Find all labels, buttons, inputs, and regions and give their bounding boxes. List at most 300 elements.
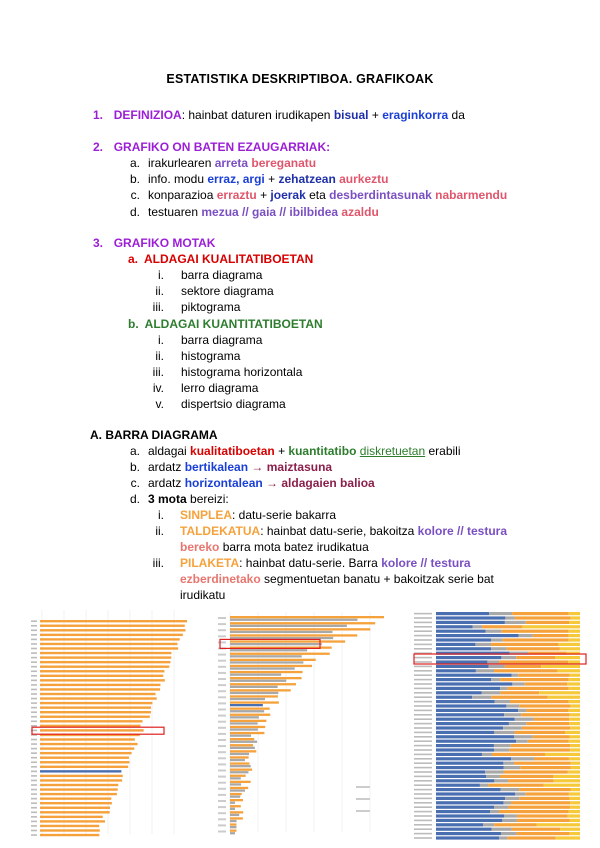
category-label bbox=[31, 812, 37, 814]
bar bbox=[40, 775, 123, 777]
stacked-bar-segment bbox=[515, 718, 534, 721]
stacked-bar-segment bbox=[436, 792, 515, 795]
bar bbox=[230, 653, 330, 655]
stacked-bar-segment bbox=[436, 682, 512, 685]
category-label bbox=[218, 770, 226, 772]
bar bbox=[230, 720, 266, 722]
stacked-bar-segment bbox=[539, 691, 580, 694]
category-label bbox=[218, 635, 226, 637]
stacked-bar-segment bbox=[570, 788, 580, 791]
bar bbox=[40, 747, 134, 749]
stacked-bar-segment bbox=[534, 757, 569, 760]
category-label bbox=[31, 752, 37, 754]
list-item bbox=[148, 333, 262, 347]
category-label bbox=[218, 788, 226, 790]
stacked-bar-segment bbox=[511, 744, 571, 747]
category-label bbox=[31, 761, 37, 763]
bar bbox=[230, 634, 357, 636]
category-label bbox=[218, 733, 226, 735]
stacked-bar-segment bbox=[512, 828, 560, 831]
stacked-bar-segment bbox=[436, 665, 489, 668]
category-label bbox=[414, 745, 432, 747]
text: : datu-serie bakarra bbox=[232, 508, 337, 522]
stacked-bar-segment bbox=[436, 696, 472, 699]
category-label bbox=[31, 757, 37, 759]
bar bbox=[230, 756, 249, 758]
stacked-bar-segment bbox=[436, 621, 505, 624]
text: ardatz bbox=[148, 460, 185, 474]
bar bbox=[40, 766, 128, 768]
keyword: TALDEKATUA bbox=[180, 524, 261, 538]
stacked-bar-segment bbox=[500, 691, 539, 694]
subsection-kuantitatiboak bbox=[128, 317, 323, 331]
bar bbox=[40, 738, 135, 740]
list-item bbox=[148, 300, 240, 314]
keyword: bisual bbox=[333, 108, 369, 122]
list-marker: c. bbox=[130, 476, 140, 490]
category-label bbox=[414, 776, 432, 778]
stacked-bar-segment bbox=[436, 722, 509, 725]
category-label bbox=[218, 690, 226, 692]
category-label bbox=[31, 693, 37, 695]
keyword: bertikalean bbox=[184, 460, 249, 474]
category-label bbox=[414, 806, 432, 808]
bar bbox=[230, 649, 307, 651]
category-label bbox=[31, 657, 37, 659]
category-label bbox=[218, 678, 226, 680]
list-marker: ii. bbox=[155, 284, 164, 298]
list-item bbox=[128, 492, 229, 506]
keyword: nabarmendu bbox=[431, 188, 508, 202]
keyword: mezua // gaia // ibilbidea bbox=[201, 205, 339, 219]
category-label bbox=[414, 771, 432, 773]
text: + bbox=[256, 188, 271, 202]
category-label bbox=[218, 776, 226, 778]
list-marker: b. bbox=[128, 317, 139, 331]
stacked-bar-segment bbox=[494, 806, 508, 809]
category-label bbox=[31, 711, 37, 713]
stacked-bar-segment bbox=[490, 810, 499, 813]
stacked-bar-segment bbox=[570, 704, 580, 707]
stacked-bar-segment bbox=[436, 731, 494, 734]
stacked-bar-segment bbox=[518, 709, 526, 712]
list-item bbox=[128, 476, 375, 490]
bar bbox=[230, 823, 236, 825]
category-label bbox=[218, 727, 226, 729]
bar bbox=[40, 802, 112, 804]
bar bbox=[40, 820, 105, 822]
category-label bbox=[414, 666, 432, 668]
category-label bbox=[218, 824, 226, 826]
stacked-bar-segment bbox=[525, 792, 569, 795]
bar bbox=[230, 771, 248, 773]
page-title: ESTATISTIKA DESKRIPTIBOA. GRAFIKOAK bbox=[166, 72, 434, 86]
stacked-bar-segment bbox=[436, 678, 491, 681]
stacked-bar-segment bbox=[569, 757, 580, 760]
stacked-bar-segment bbox=[436, 836, 499, 839]
bar bbox=[40, 816, 103, 818]
stacked-bar-segment bbox=[520, 766, 571, 769]
list-marker: c. bbox=[130, 188, 140, 202]
simple-bar-chart-thumbnail bbox=[30, 606, 190, 838]
text: segmentuetan banatu + bakoitzak serie bat bbox=[260, 572, 494, 586]
bar bbox=[40, 634, 183, 636]
category-label bbox=[218, 812, 226, 814]
stacked-bar-segment bbox=[499, 660, 568, 663]
bar bbox=[40, 834, 99, 836]
stacked-bar-segment bbox=[436, 718, 515, 721]
text: eta bbox=[305, 188, 330, 202]
bar bbox=[230, 708, 270, 710]
stacked-bar-segment bbox=[558, 643, 580, 646]
category-label bbox=[31, 721, 37, 723]
keyword: joerak bbox=[270, 188, 306, 202]
stacked-bar-segment bbox=[436, 660, 487, 663]
stacked-bar-segment bbox=[507, 836, 556, 839]
keyword: bereganatu bbox=[248, 156, 317, 170]
stacked-bar-segment bbox=[494, 779, 508, 782]
bar bbox=[230, 701, 279, 703]
list-item bbox=[148, 508, 336, 522]
keyword: desberdintasunak bbox=[329, 188, 432, 202]
bar bbox=[230, 710, 264, 712]
list-item bbox=[128, 205, 379, 219]
stacked-bar-segment bbox=[482, 625, 522, 628]
bar bbox=[40, 688, 160, 690]
bar bbox=[230, 799, 243, 801]
bar bbox=[230, 667, 295, 669]
stacked-bar-segment bbox=[555, 656, 580, 659]
stacked-bar-segment bbox=[436, 630, 486, 633]
stacked-bar-segment bbox=[568, 770, 580, 773]
list-marker: a. bbox=[129, 444, 140, 458]
category-label bbox=[414, 622, 432, 624]
category-label bbox=[31, 643, 37, 645]
category-label bbox=[218, 629, 226, 631]
category-label bbox=[218, 684, 226, 686]
stacked-bar-segment bbox=[511, 757, 534, 760]
stacked-bar-segment bbox=[436, 656, 501, 659]
stacked-bar-segment bbox=[568, 660, 580, 663]
bar bbox=[230, 732, 264, 734]
stacked-bar-segment bbox=[503, 726, 522, 729]
stacked-bar-segment bbox=[569, 700, 580, 703]
bar bbox=[230, 750, 256, 752]
bar bbox=[230, 789, 245, 791]
category-label bbox=[31, 784, 37, 786]
stacked-bar-segment bbox=[506, 704, 519, 707]
category-label bbox=[31, 739, 37, 741]
stacked-bar-segment bbox=[436, 757, 511, 760]
category-label bbox=[414, 828, 432, 830]
stacked-bar-segment bbox=[491, 647, 506, 650]
category-label bbox=[218, 654, 226, 656]
bar bbox=[40, 652, 171, 654]
text: + bbox=[274, 444, 289, 458]
stacked-bar-segment bbox=[494, 748, 509, 751]
bar bbox=[230, 759, 245, 761]
category-label bbox=[218, 739, 226, 741]
category-label bbox=[31, 802, 37, 804]
text: : hainbat datu-serie, bakoitza bbox=[260, 524, 418, 538]
stacked-bar-segment bbox=[569, 797, 580, 800]
stacked-bar-segment bbox=[508, 779, 554, 782]
section-heading: DEFINIZIOA bbox=[113, 108, 182, 122]
list-item bbox=[148, 381, 258, 395]
category-label bbox=[31, 821, 37, 823]
category-label bbox=[31, 670, 37, 672]
category-label bbox=[31, 807, 37, 809]
stacked-bar-segment bbox=[487, 660, 499, 663]
stacked-bar-segment bbox=[533, 634, 569, 637]
stacked-bar-segment bbox=[436, 766, 504, 769]
stacked-bar-segment bbox=[518, 674, 569, 677]
stacked-bar-segment bbox=[509, 722, 526, 725]
stacked-bar-segment bbox=[526, 722, 569, 725]
bar bbox=[40, 743, 138, 745]
bar bbox=[40, 829, 100, 831]
bar bbox=[230, 680, 286, 682]
stacked-bar-segment bbox=[491, 638, 503, 641]
stacked-bar-segment bbox=[486, 775, 500, 778]
text: histograma bbox=[181, 349, 241, 363]
keyword: kualitatiboetan bbox=[190, 444, 275, 458]
stacked-bar-segment bbox=[436, 740, 516, 743]
list-item bbox=[148, 397, 286, 411]
category-label bbox=[31, 675, 37, 677]
category-label bbox=[218, 709, 226, 711]
category-label bbox=[414, 798, 432, 800]
stacked-bar-segment bbox=[570, 819, 580, 822]
category-label bbox=[414, 710, 432, 712]
category-label bbox=[414, 644, 432, 646]
stacked-bar-segment bbox=[436, 700, 495, 703]
stacked-bar-segment bbox=[507, 687, 568, 690]
bar bbox=[230, 677, 302, 679]
legend-item bbox=[356, 786, 370, 788]
bar bbox=[230, 616, 384, 618]
category-label bbox=[414, 824, 432, 826]
stacked-bar-segment bbox=[505, 665, 541, 668]
keyword: kuantitatibo bbox=[288, 444, 357, 458]
stacked-bar-segment bbox=[514, 762, 571, 765]
bar bbox=[230, 777, 241, 779]
bar bbox=[40, 807, 110, 809]
stacked-bar-segment bbox=[569, 810, 580, 813]
bar bbox=[230, 817, 243, 819]
list-marker: b. bbox=[129, 172, 140, 186]
category-label bbox=[31, 680, 37, 682]
keyword: bereko bbox=[180, 540, 220, 554]
stacked-bar-segment bbox=[436, 748, 494, 751]
stacked-bar-segment bbox=[569, 792, 580, 795]
text: : hainbat datu-serie. Barra bbox=[239, 556, 382, 570]
bar bbox=[230, 793, 242, 795]
bar bbox=[230, 704, 263, 706]
section-heading: GRAFIKO ON BATEN EZAUGARRIAK: bbox=[113, 140, 331, 154]
stacked-bar-segment bbox=[436, 643, 475, 646]
stacked-bar-segment bbox=[526, 709, 568, 712]
stacked-bar-segment bbox=[436, 616, 505, 619]
category-label bbox=[31, 684, 37, 686]
stacked-bar-segment bbox=[486, 630, 502, 633]
stacked-bar-segment bbox=[500, 678, 568, 681]
bar bbox=[230, 655, 302, 657]
stacked-bar-segment bbox=[436, 832, 501, 835]
text: + bbox=[368, 108, 383, 122]
stacked-bar-segment bbox=[475, 643, 491, 646]
list-marker: b. bbox=[129, 460, 140, 474]
bar bbox=[230, 716, 259, 718]
stacked-bar-segment bbox=[569, 740, 580, 743]
bar bbox=[230, 805, 241, 807]
category-label bbox=[414, 820, 432, 822]
stacked-bar-segment bbox=[528, 740, 569, 743]
stacked-bar-segment bbox=[436, 669, 476, 672]
keyword: ezberdinetako bbox=[180, 572, 261, 586]
bar bbox=[230, 820, 237, 822]
stacked-bar-segment bbox=[436, 674, 512, 677]
stacked-bar-segment bbox=[492, 753, 545, 756]
bar bbox=[40, 697, 157, 699]
stacked-bar-segment bbox=[473, 625, 482, 628]
category-label bbox=[414, 793, 432, 795]
category-label bbox=[31, 771, 37, 773]
text: lerro diagrama bbox=[181, 381, 259, 395]
stacked-bar-segment bbox=[570, 674, 580, 677]
bar bbox=[40, 656, 171, 658]
section-number: 1. bbox=[93, 108, 104, 122]
stacked-bar-segment bbox=[436, 784, 480, 787]
stacked-bar-segment bbox=[483, 823, 494, 826]
stacked-bar-segment bbox=[518, 634, 532, 637]
keyword: arreta bbox=[214, 156, 249, 170]
list-item-continuation: irudikatu bbox=[180, 588, 226, 602]
text: dispertsio diagrama bbox=[181, 397, 286, 411]
stacked-bar-segment bbox=[436, 709, 518, 712]
stacked-bar-segment bbox=[569, 634, 580, 637]
category-label bbox=[414, 613, 432, 615]
bar bbox=[230, 741, 257, 743]
stacked-bar-segment bbox=[436, 775, 486, 778]
category-label bbox=[414, 714, 432, 716]
keyword: azaldu bbox=[338, 205, 379, 219]
stacked-bar-segment bbox=[571, 762, 580, 765]
stacked-bar-segment bbox=[569, 718, 580, 721]
legend-item bbox=[356, 810, 370, 812]
text: : hainbat daturen irudikapen bbox=[181, 108, 334, 122]
category-label bbox=[414, 767, 432, 769]
stacked-bar-segment bbox=[541, 665, 580, 668]
stacked-bar-segment bbox=[521, 713, 569, 716]
category-label bbox=[218, 782, 226, 784]
bar bbox=[230, 622, 375, 624]
keyword: aurkeztu bbox=[335, 172, 389, 186]
category-label bbox=[414, 648, 432, 650]
simple-bar-chart-image bbox=[30, 606, 190, 838]
category-label bbox=[414, 833, 432, 835]
stacked-bar-segment bbox=[436, 687, 500, 690]
bar bbox=[40, 779, 122, 781]
stacked-bar-segment bbox=[436, 744, 494, 747]
bar bbox=[40, 679, 165, 681]
stacked-bar-segment bbox=[545, 753, 580, 756]
category-label bbox=[31, 661, 37, 663]
stacked-bar-segment bbox=[510, 700, 569, 703]
list-marker: iii. bbox=[152, 556, 164, 570]
stacked-bar-segment bbox=[516, 832, 569, 835]
list-item bbox=[128, 188, 507, 202]
category-label bbox=[414, 705, 432, 707]
keyword: erraztu bbox=[216, 188, 257, 202]
stacked-bar-segment bbox=[504, 766, 521, 769]
stacked-bar-segment bbox=[485, 770, 503, 773]
stacked-bar-segment bbox=[571, 766, 580, 769]
stacked-bar-segment bbox=[570, 806, 580, 809]
bar bbox=[230, 744, 253, 746]
bar bbox=[230, 665, 312, 667]
stacked-bar-segment bbox=[504, 713, 521, 716]
text: erabili bbox=[425, 444, 461, 458]
category-label bbox=[218, 715, 226, 717]
bar bbox=[40, 670, 164, 672]
stacked-bar-segment bbox=[504, 814, 517, 817]
stacked-bar-segment bbox=[436, 612, 489, 615]
stacked-bar-segment bbox=[436, 819, 502, 822]
category-label bbox=[218, 696, 226, 698]
list-marker: a. bbox=[129, 156, 140, 170]
stacked-bar-segment bbox=[569, 630, 580, 633]
stacked-bar-segment bbox=[568, 814, 580, 817]
bar bbox=[40, 625, 185, 627]
stacked-bar-segment bbox=[570, 726, 580, 729]
bar bbox=[230, 830, 236, 832]
stacked-bar-segment bbox=[519, 704, 570, 707]
category-label bbox=[414, 674, 432, 676]
list-marker: iii. bbox=[152, 300, 164, 314]
category-label bbox=[31, 830, 37, 832]
category-label bbox=[31, 702, 37, 704]
stacked-bar-segment bbox=[501, 832, 516, 835]
stacked-bar-segment bbox=[436, 647, 491, 650]
category-label bbox=[414, 661, 432, 663]
category-label bbox=[31, 789, 37, 791]
stacked-bar-segment bbox=[512, 682, 524, 685]
bar bbox=[230, 814, 239, 816]
category-label bbox=[414, 754, 432, 756]
text: ardatz bbox=[148, 476, 185, 490]
category-label bbox=[414, 617, 432, 619]
category-label bbox=[31, 625, 37, 627]
stacked-bar-segment bbox=[505, 797, 519, 800]
bar bbox=[230, 659, 316, 661]
category-label bbox=[414, 758, 432, 760]
bar bbox=[40, 702, 152, 704]
stacked-bar-segment bbox=[553, 775, 580, 778]
bar bbox=[230, 692, 278, 694]
bar bbox=[40, 647, 178, 649]
category-label bbox=[31, 793, 37, 795]
keyword: 3 mota bbox=[148, 492, 187, 506]
stacked-bar-segment bbox=[491, 696, 547, 699]
bar bbox=[230, 781, 251, 783]
text: + bbox=[264, 172, 279, 186]
category-label bbox=[31, 620, 37, 622]
category-label bbox=[31, 666, 37, 668]
stacked-bar-segment bbox=[569, 678, 580, 681]
text: info. modu bbox=[148, 172, 208, 186]
stacked-bar-segment bbox=[494, 744, 511, 747]
